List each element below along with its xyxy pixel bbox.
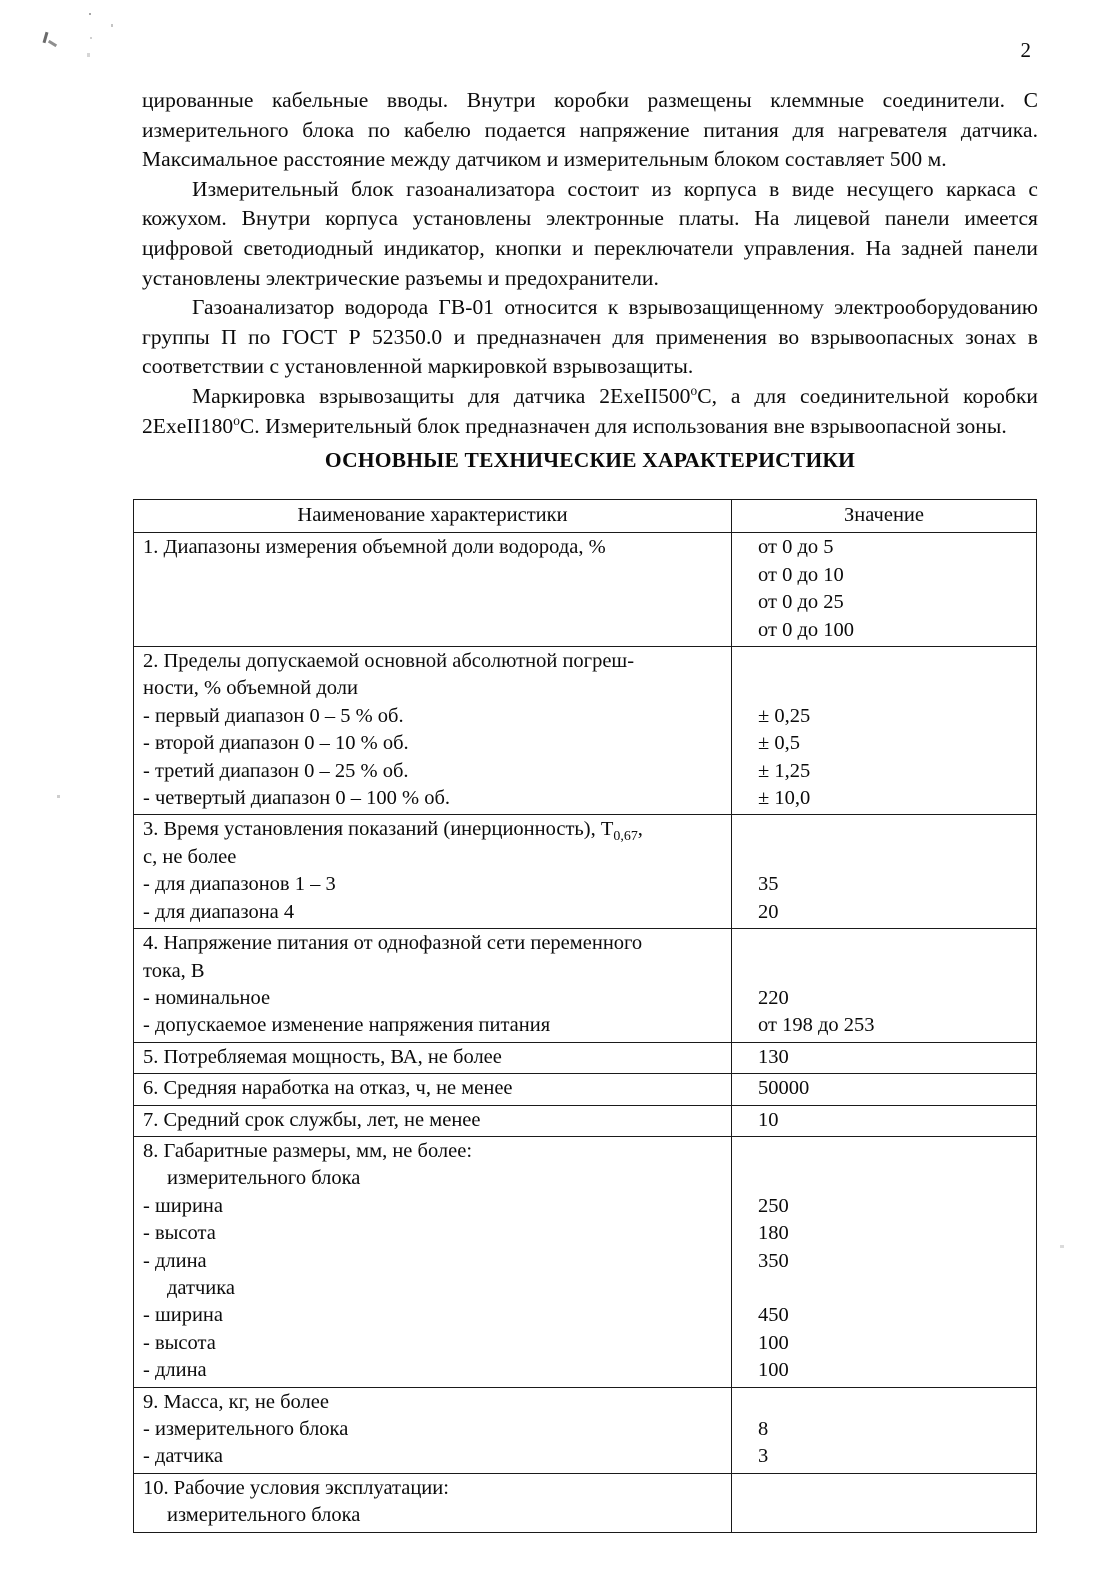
table-cell-name (134, 1387, 732, 1473)
table-cell-value (732, 533, 1037, 647)
text-line: 4. Напряжение питания от однофазной сети переменного (143, 932, 643, 955)
column-header-name: Наименование характеристики (297, 504, 568, 526)
underlined-text: измерительного блока (167, 1504, 361, 1527)
table-cell-name (134, 1473, 732, 1532)
text-line (143, 617, 725, 644)
value-line: от 0 до 25 (758, 591, 844, 614)
characteristic-name (134, 1043, 731, 1073)
table-cell-name (134, 1042, 732, 1073)
scan-artifact (111, 24, 113, 27)
text-line: - третий диапазон 0 – 25 % об. (143, 759, 409, 782)
text-line: - для диапазонов 1 – 3 (143, 873, 336, 896)
value-line: 180 (758, 1222, 789, 1245)
characteristic-value (732, 1474, 1036, 1532)
text-line: 8. Габаритные размеры, мм, не более: (143, 1139, 473, 1162)
table-cell-value (732, 929, 1037, 1043)
text-line (143, 1502, 725, 1529)
text-line: - ширина (143, 1194, 223, 1217)
table-cell-name (134, 929, 732, 1043)
characteristic-name (134, 815, 731, 928)
text-line: 2. Пределы допускаемой основной абсолютной погреш- (143, 650, 635, 673)
characteristic-name (134, 647, 731, 814)
value-line: ± 0,25 (758, 704, 811, 727)
table-row (134, 647, 1037, 815)
characteristic-name (134, 533, 731, 646)
characteristic-name (134, 1388, 731, 1473)
characteristic-value (732, 1074, 1036, 1104)
paragraph-4-part-2: C, а для соединительной коробки 2ExeII180 (142, 383, 1038, 438)
value-line: от 0 до 5 (758, 536, 834, 559)
characteristic-name (134, 1137, 731, 1387)
scan-artifact (57, 795, 60, 798)
text-line: 3. Время установления показаний (инерционность), $Т_{0,67}$, (143, 818, 643, 845)
text-line: ности, % объемной доли (143, 677, 358, 700)
characteristic-value (732, 533, 1036, 646)
characteristic-name (134, 1474, 731, 1532)
scan-artifact (90, 37, 92, 39)
text-line: датчика (167, 1276, 235, 1299)
value-line: 350 (758, 1249, 789, 1272)
table-row (134, 533, 1037, 647)
text-line: измерительного блока (167, 1167, 361, 1190)
table-row (134, 815, 1037, 929)
value-line (758, 1275, 1030, 1302)
text-line: - датчика (143, 1445, 223, 1468)
value-line: 10 (758, 1108, 779, 1131)
value-line: 8 (758, 1418, 769, 1440)
table-header-row (134, 500, 1037, 533)
table-row (134, 1136, 1037, 1387)
characteristic-value (732, 647, 1036, 814)
characteristic-name (134, 1106, 731, 1136)
degree-sign-2: o (233, 412, 240, 428)
table-row (134, 1387, 1037, 1473)
value-line: 450 (758, 1304, 789, 1327)
text-line: 9. Масса, кг, не более (143, 1390, 329, 1413)
text-line: - ширина (143, 1304, 223, 1327)
body-text (142, 86, 1038, 441)
characteristic-value (732, 1043, 1036, 1073)
value-line: 20 (758, 900, 779, 923)
table-cell-value (732, 1074, 1037, 1105)
degree-sign-1: o (690, 382, 698, 398)
text-line: 5. Потребляемая мощность, ВА, не более (143, 1045, 502, 1068)
table-cell-value (732, 1042, 1037, 1073)
page-number: 2 (1020, 38, 1031, 62)
text-line: 7. Средний срок службы, лет, не менее (143, 1108, 481, 1131)
value-line (758, 1138, 1030, 1165)
table-cell-name (134, 647, 732, 815)
scan-artifact (89, 13, 91, 15)
characteristic-value (732, 929, 1036, 1042)
value-line (758, 958, 1030, 985)
value-line: 3 (758, 1445, 769, 1468)
table-row (134, 1042, 1037, 1073)
column-header-value: Значение (844, 504, 924, 526)
text-line: 10. Рабочие условия эксплуатации: (143, 1476, 449, 1499)
subscript: 0,67 (613, 829, 638, 845)
value-line (758, 1475, 1030, 1502)
paragraph-4-part-1: Маркировка взрывозащиты для датчика 2ExeII500 (192, 383, 691, 408)
paragraph-4-part-3: C. Измерительный блок предназначен для использования вне взрывоопасной зоны. (239, 413, 1007, 438)
value-line (758, 930, 1030, 957)
scan-artifact (87, 53, 90, 57)
text-line: - первый диапазон 0 – 5 % об. (143, 704, 404, 727)
paragraph-1: цированные кабельные вводы. Внутри коробки размещены клеммные соединители. С измерительного блока по кабелю подается напряжение питания для нагревателя датчика. Максимальное расстояние между датчиком и измерительным блоком составляет 500 м. (142, 88, 1038, 172)
value-line (758, 648, 1030, 675)
scan-artifact (1060, 1245, 1064, 1248)
value-line: ± 10,0 (758, 787, 811, 810)
characteristic-value (732, 1106, 1036, 1136)
table-row (134, 1473, 1037, 1532)
table-cell-value (732, 1473, 1037, 1532)
value-line: от 0 до 100 (758, 618, 854, 641)
text-line: 1. Диапазоны измерения объемной доли водорода, % (143, 536, 606, 559)
text-line (143, 562, 725, 589)
text-line: - четвертый диапазон 0 – 100 % об. (143, 787, 451, 810)
paragraph-4 (142, 382, 1038, 441)
table-cell-value (732, 815, 1037, 929)
value-line: 130 (758, 1045, 789, 1068)
value-line: 100 (758, 1331, 789, 1354)
text-line: - длина (143, 1249, 207, 1272)
text-line (143, 589, 725, 616)
table-row (134, 929, 1037, 1043)
characteristic-value (732, 815, 1036, 928)
text-line: - номинальное (143, 986, 271, 1009)
table-header-cell-value (732, 500, 1037, 533)
characteristic-value (732, 1137, 1036, 1387)
value-line (758, 1389, 1030, 1416)
characteristic-name (134, 1074, 731, 1104)
table-cell-name (134, 1105, 732, 1136)
value-line (758, 1165, 1030, 1192)
table-cell-name (134, 533, 732, 647)
table-row (134, 1074, 1037, 1105)
scan-artifact (48, 40, 57, 47)
value-line: от 198 до 253 (758, 1014, 875, 1037)
value-line: ± 1,25 (758, 759, 811, 782)
value-line (758, 844, 1030, 871)
value-line: 100 (758, 1359, 789, 1382)
specifications-table (133, 499, 1037, 1533)
text-line: - для диапазона 4 (143, 900, 295, 923)
paragraph-3: Газоанализатор водорода ГВ-01 относится к взрывозащищенному электрооборудованию группы П по ГОСТ Р 52350.0 и предназначен для применения во взрывоопасных зонах в соответствии с установленной маркировкой взрывозащиты. (142, 295, 1038, 379)
value-line: 35 (758, 873, 779, 896)
table-cell-name (134, 815, 732, 929)
table-cell-value (732, 1387, 1037, 1473)
text-line: - допускаемое изменение напряжения питания (143, 1014, 551, 1037)
table-cell-name (134, 1136, 732, 1387)
paragraph-2: Измерительный блок газоанализатора состоит из корпуса в виде несущего каркаса с кожухом. Внутри корпуса установлены электронные платы. На лицевой панели имеется цифровой светодиодный индикатор, кнопки и переключатели управления. На задней панели установлены электрические разъемы и предохранители. (142, 176, 1038, 290)
table-cell-name (134, 1074, 732, 1105)
characteristic-value (732, 1388, 1036, 1473)
value-line: ± 0,5 (758, 732, 801, 755)
text-line: 6. Средняя наработка на отказ, ч, не менее (143, 1077, 513, 1100)
value-line (758, 816, 1030, 843)
table-header-cell-name (134, 500, 732, 533)
text-line: с, не более (143, 845, 237, 868)
table-cell-value (732, 1105, 1037, 1136)
value-line: от 0 до 10 (758, 563, 844, 586)
table-cell-value (732, 647, 1037, 815)
text-line: - высота (143, 1331, 216, 1354)
text-line: тока, В (143, 959, 205, 982)
value-line (758, 675, 1030, 702)
table-row (134, 1105, 1037, 1136)
value-line: 220 (758, 986, 789, 1009)
value-line: 50000 (758, 1077, 810, 1100)
section-title: ОСНОВНЫЕ ТЕХНИЧЕСКИЕ ХАРАКТЕРИСТИКИ (324, 448, 856, 472)
value-line: 250 (758, 1194, 789, 1217)
characteristic-name (134, 929, 731, 1042)
specifications-table-body (134, 500, 1037, 1533)
text-line: - второй диапазон 0 – 10 % об. (143, 732, 409, 755)
table-cell-value (732, 1136, 1037, 1387)
text-line: - измерительного блока (143, 1418, 349, 1440)
value-line (758, 1502, 1030, 1529)
text-line: - длина (143, 1359, 207, 1382)
text-line: - высота (143, 1222, 216, 1245)
